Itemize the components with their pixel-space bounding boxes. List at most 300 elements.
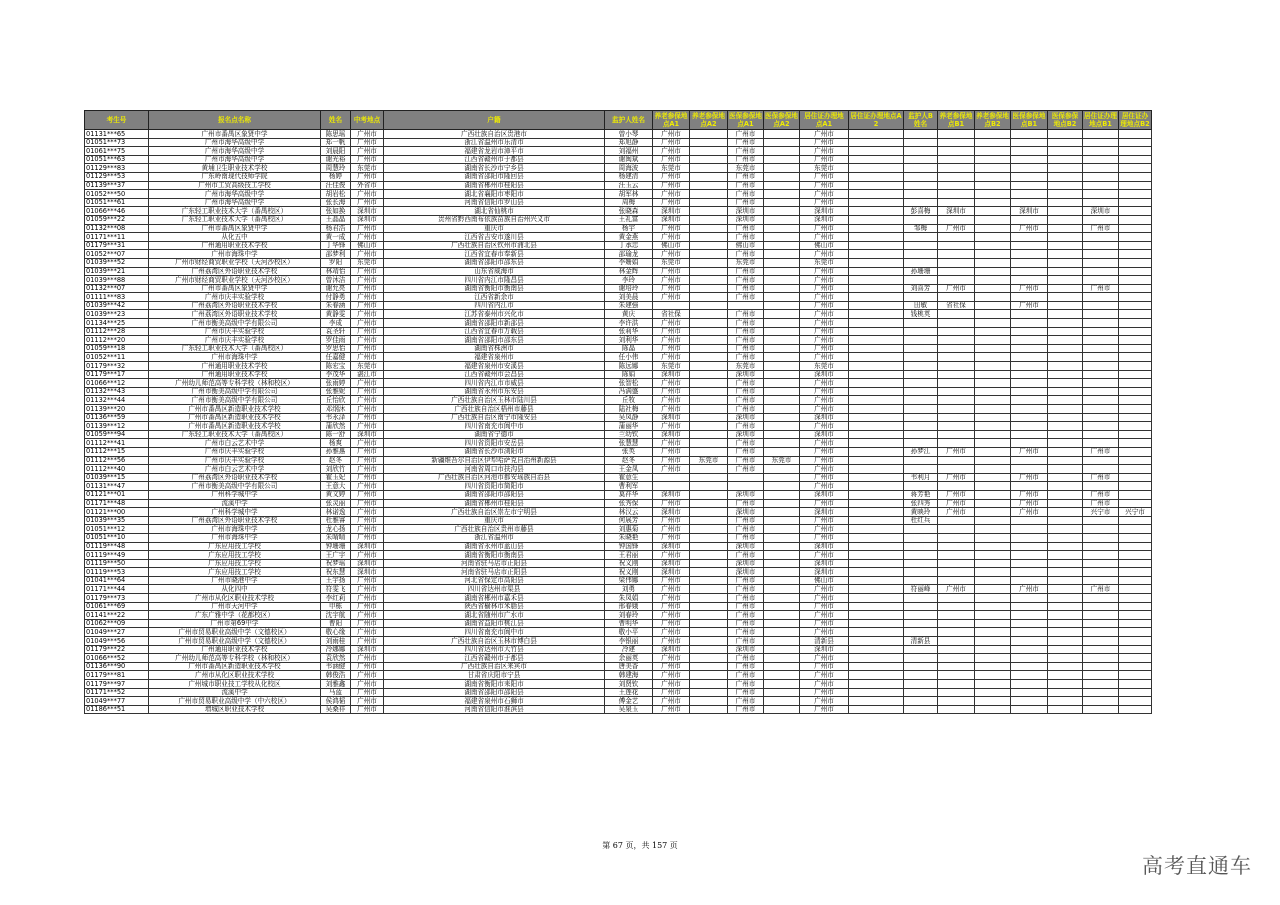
table-cell bbox=[1011, 697, 1048, 706]
table-cell: 湖南省益阳市桃江县 bbox=[384, 619, 605, 628]
table-cell: 广西壮族自治区崇左市宁明县 bbox=[384, 508, 605, 517]
table-cell: 湖南省邵阳市邵阳县 bbox=[384, 490, 605, 499]
table-cell bbox=[1119, 637, 1152, 646]
table-cell: 东莞市 bbox=[653, 164, 690, 173]
table-cell bbox=[1119, 190, 1152, 199]
table-cell: 丁华锋 bbox=[321, 241, 351, 250]
table-cell: 广州市 bbox=[800, 628, 849, 637]
table-cell: 新疆维吾尔自治区伊犁哈萨克自治州新源县 bbox=[384, 456, 605, 465]
table-cell bbox=[904, 293, 938, 302]
table-cell bbox=[764, 172, 800, 181]
table-cell: 韦永泽 bbox=[321, 413, 351, 422]
table-cell: 广州市 bbox=[728, 155, 764, 164]
table-cell: 广州市 bbox=[938, 473, 975, 482]
table-cell: 张灵丽 bbox=[321, 499, 351, 508]
table-cell: 江西省赣州市于都县 bbox=[384, 155, 605, 164]
table-cell bbox=[1083, 147, 1119, 156]
table-cell: 广州市 bbox=[653, 387, 690, 396]
table-cell: 广州市 bbox=[653, 319, 690, 328]
table-cell: 01134***25 bbox=[85, 319, 149, 328]
table-cell bbox=[849, 319, 904, 328]
table-cell bbox=[975, 602, 1011, 611]
table-row bbox=[85, 379, 1152, 388]
table-cell: 曾小琴 bbox=[605, 130, 653, 139]
table-cell: 广州市 bbox=[653, 147, 690, 156]
table-cell bbox=[690, 628, 728, 637]
table-cell: 广州市 bbox=[351, 138, 384, 147]
table-cell bbox=[849, 465, 904, 474]
table-cell bbox=[764, 207, 800, 216]
table-cell bbox=[1119, 284, 1152, 293]
table-cell bbox=[904, 250, 938, 259]
table-cell: 四川省内江市 bbox=[384, 301, 605, 310]
table-cell bbox=[1083, 688, 1119, 697]
table-cell: 广州市 bbox=[728, 637, 764, 646]
table-cell bbox=[764, 344, 800, 353]
table-cell bbox=[1048, 662, 1083, 671]
table-cell bbox=[849, 611, 904, 620]
table-cell bbox=[904, 172, 938, 181]
table-cell: 广州市 bbox=[1083, 585, 1119, 594]
table-cell: 广州市 bbox=[728, 662, 764, 671]
table-cell: 广州市 bbox=[728, 310, 764, 319]
table-cell bbox=[1048, 215, 1083, 224]
table-cell bbox=[1083, 705, 1119, 714]
table-cell bbox=[938, 465, 975, 474]
table-cell: 曹利军 bbox=[605, 482, 653, 491]
table-cell bbox=[938, 267, 975, 276]
table-cell bbox=[690, 465, 728, 474]
table-cell bbox=[904, 654, 938, 663]
table-cell: 01062***09 bbox=[85, 619, 149, 628]
table-cell: 广州市 bbox=[653, 619, 690, 628]
table-cell: 广州市 bbox=[351, 671, 384, 680]
table-cell: 广州科学城中学 bbox=[149, 508, 321, 517]
table-cell: 广州市 bbox=[728, 439, 764, 448]
column-header: 养老参保地点A2 bbox=[690, 111, 728, 130]
table-row bbox=[85, 181, 1152, 190]
table-cell bbox=[1083, 645, 1119, 654]
column-header: 居住证办理地点B2 bbox=[1120, 112, 1150, 128]
table-cell: 江西省赣州市于都县 bbox=[384, 654, 605, 663]
table-cell: 陈宏宝 bbox=[321, 362, 351, 371]
table-cell: 广州市 bbox=[351, 284, 384, 293]
table-cell: 广州市 bbox=[728, 456, 764, 465]
table-cell: 东莞市 bbox=[800, 164, 849, 173]
table-cell: 湖南省邵阳市隆回县 bbox=[384, 172, 605, 181]
table-cell bbox=[690, 568, 728, 577]
table-cell: 刘雅鑫 bbox=[321, 680, 351, 689]
table-cell bbox=[1083, 602, 1119, 611]
table-cell bbox=[975, 181, 1011, 190]
table-cell bbox=[975, 310, 1011, 319]
table-cell: 广州市 bbox=[351, 413, 384, 422]
table-cell: 丘牧 bbox=[605, 396, 653, 405]
table-cell: 广州市 bbox=[800, 619, 849, 628]
table-cell bbox=[764, 430, 800, 439]
table-cell: 广州市 bbox=[938, 284, 975, 293]
table-cell: 广州市 bbox=[351, 301, 384, 310]
table-cell: 邵瑜龙 bbox=[605, 250, 653, 259]
table-cell bbox=[1119, 138, 1152, 147]
table-cell: 广州市 bbox=[351, 525, 384, 534]
table-cell: 广州市 bbox=[1083, 447, 1119, 456]
table-cell: 广州市 bbox=[938, 499, 975, 508]
table-cell: 广州市 bbox=[351, 637, 384, 646]
table-cell bbox=[904, 164, 938, 173]
table-cell bbox=[1048, 705, 1083, 714]
table-body bbox=[85, 130, 1152, 714]
table-cell bbox=[764, 439, 800, 448]
table-cell: 刘春玲 bbox=[605, 611, 653, 620]
table-cell: 广州市衡美高级中学有限公司 bbox=[149, 396, 321, 405]
table-cell bbox=[764, 619, 800, 628]
table-cell: 广州幼儿师范高等专科学校（林和校区） bbox=[149, 654, 321, 663]
table-cell bbox=[975, 405, 1011, 414]
table-cell: 湖南省衡阳市衡南县 bbox=[384, 284, 605, 293]
table-cell bbox=[1011, 551, 1048, 560]
table-cell bbox=[1119, 499, 1152, 508]
table-cell bbox=[764, 508, 800, 517]
table-cell bbox=[904, 576, 938, 585]
table-cell bbox=[1119, 215, 1152, 224]
table-cell bbox=[1048, 456, 1083, 465]
table-cell bbox=[1048, 654, 1083, 663]
table-cell bbox=[690, 319, 728, 328]
table-cell: 张智松 bbox=[605, 379, 653, 388]
table-cell: 广东岭南现代技师学院 bbox=[149, 172, 321, 181]
table-cell bbox=[1119, 594, 1152, 603]
table-cell bbox=[764, 705, 800, 714]
table-cell bbox=[849, 267, 904, 276]
table-cell: 省社保 bbox=[938, 301, 975, 310]
table-cell: 广州市 bbox=[1083, 224, 1119, 233]
table-cell bbox=[690, 310, 728, 319]
table-cell: 深圳市 bbox=[800, 559, 849, 568]
table-cell bbox=[1011, 310, 1048, 319]
table-cell bbox=[849, 697, 904, 706]
table-cell bbox=[849, 207, 904, 216]
table-cell: 广州市 bbox=[351, 688, 384, 697]
table-cell: 广西壮族自治区玉林市博白县 bbox=[384, 637, 605, 646]
table-cell: 01171***11 bbox=[85, 233, 149, 242]
table-cell bbox=[1119, 456, 1152, 465]
table-cell bbox=[764, 637, 800, 646]
table-cell: 外省市 bbox=[351, 181, 384, 190]
column-header: 医保参保地点B1 bbox=[1011, 111, 1048, 130]
table-cell: 广州市 bbox=[728, 611, 764, 620]
admissions-table bbox=[84, 110, 1152, 714]
table-cell bbox=[764, 568, 800, 577]
table-cell bbox=[938, 190, 975, 199]
table-cell: 01039***88 bbox=[85, 276, 149, 285]
table-cell bbox=[849, 525, 904, 534]
table-cell: 广州市 bbox=[351, 447, 384, 456]
table-cell: 广州市 bbox=[728, 379, 764, 388]
table-cell bbox=[1119, 344, 1152, 353]
table-cell bbox=[849, 568, 904, 577]
table-cell: 张如换 bbox=[321, 207, 351, 216]
table-cell bbox=[1083, 559, 1119, 568]
table-cell bbox=[1048, 619, 1083, 628]
table-cell: 广州市 bbox=[800, 147, 849, 156]
table-cell bbox=[1011, 430, 1048, 439]
table-cell bbox=[849, 336, 904, 345]
table-cell bbox=[690, 637, 728, 646]
column-header: 养老参保地点B2 bbox=[976, 112, 1009, 128]
table-cell bbox=[1048, 422, 1083, 431]
table-cell: 侯鸿韬 bbox=[321, 697, 351, 706]
table-cell bbox=[938, 379, 975, 388]
table-cell: 张长海 bbox=[321, 198, 351, 207]
table-cell bbox=[1011, 233, 1048, 242]
table-cell: 广州市 bbox=[653, 198, 690, 207]
table-cell bbox=[1048, 637, 1083, 646]
table-row bbox=[85, 250, 1152, 259]
table-cell: 深圳市 bbox=[800, 542, 849, 551]
table-cell bbox=[1083, 576, 1119, 585]
table-cell bbox=[1083, 215, 1119, 224]
table-cell: 深圳市 bbox=[653, 559, 690, 568]
table-cell bbox=[690, 697, 728, 706]
table-cell: 杜红兵 bbox=[904, 516, 938, 525]
table-cell: 佛山市 bbox=[800, 576, 849, 585]
table-cell bbox=[1119, 619, 1152, 628]
table-cell bbox=[1048, 336, 1083, 345]
table-cell bbox=[1048, 585, 1083, 594]
table-cell bbox=[1083, 344, 1119, 353]
table-cell bbox=[1083, 430, 1119, 439]
table-cell bbox=[904, 705, 938, 714]
table-cell: 广州市 bbox=[800, 396, 849, 405]
table-cell bbox=[1119, 241, 1152, 250]
table-cell bbox=[975, 267, 1011, 276]
table-cell bbox=[764, 233, 800, 242]
table-row bbox=[85, 490, 1152, 499]
table-cell: 广州市 bbox=[653, 576, 690, 585]
table-cell: 谢光裕 bbox=[321, 155, 351, 164]
table-cell: 广州市番禺区象贤中学 bbox=[149, 130, 321, 139]
table-cell: 王晶晶 bbox=[321, 215, 351, 224]
table-cell: 01066***12 bbox=[85, 379, 149, 388]
table-cell bbox=[904, 241, 938, 250]
table-cell bbox=[1083, 362, 1119, 371]
column-header: 报名点名称 bbox=[149, 111, 321, 130]
table-cell: 广州市 bbox=[351, 456, 384, 465]
table-cell: 刘贤钦 bbox=[605, 680, 653, 689]
table-cell bbox=[1048, 181, 1083, 190]
table-cell: 广州市 bbox=[653, 422, 690, 431]
table-cell bbox=[690, 413, 728, 422]
table-cell bbox=[938, 542, 975, 551]
table-cell bbox=[690, 293, 728, 302]
table-cell: 湖南省长沙市浏阳市 bbox=[384, 447, 605, 456]
table-cell bbox=[938, 576, 975, 585]
table-cell: 广州市 bbox=[1011, 585, 1048, 594]
table-cell bbox=[904, 430, 938, 439]
table-cell: 01061***69 bbox=[85, 602, 149, 611]
table-cell bbox=[690, 525, 728, 534]
table-cell bbox=[1083, 172, 1119, 181]
table-cell bbox=[690, 602, 728, 611]
table-cell: 01052***11 bbox=[85, 353, 149, 362]
table-cell bbox=[1011, 198, 1048, 207]
table-cell: 广州市 bbox=[1011, 284, 1048, 293]
table-cell: 江西省新余市 bbox=[384, 293, 605, 302]
table-cell: 黄埔卫生职业技术学校 bbox=[149, 164, 321, 173]
table-row bbox=[85, 396, 1152, 405]
table-cell bbox=[1011, 379, 1048, 388]
table-cell bbox=[904, 147, 938, 156]
table-cell bbox=[938, 654, 975, 663]
table-cell: 朱晓艳 bbox=[605, 533, 653, 542]
table-cell: 重庆市 bbox=[384, 224, 605, 233]
table-cell bbox=[1083, 482, 1119, 491]
table-cell bbox=[938, 319, 975, 328]
table-cell bbox=[975, 215, 1011, 224]
table-cell: 深圳市 bbox=[800, 215, 849, 224]
table-cell bbox=[1119, 327, 1152, 336]
table-cell bbox=[1119, 405, 1152, 414]
table-cell: 广州市第69中学 bbox=[149, 619, 321, 628]
table-cell: 广州市 bbox=[800, 172, 849, 181]
table-cell: 广州市衡美高级中学有限公司 bbox=[149, 387, 321, 396]
table-cell bbox=[904, 542, 938, 551]
table-cell: 深圳市 bbox=[728, 508, 764, 517]
table-cell bbox=[1048, 645, 1083, 654]
table-cell: 深圳市 bbox=[800, 568, 849, 577]
table-cell bbox=[1119, 542, 1152, 551]
table-cell: 广州市 bbox=[653, 465, 690, 474]
table-cell bbox=[849, 594, 904, 603]
table-cell bbox=[1048, 276, 1083, 285]
table-cell bbox=[690, 138, 728, 147]
table-cell: 深圳市 bbox=[1083, 207, 1119, 216]
table-cell bbox=[1011, 344, 1048, 353]
table-cell: 广州市 bbox=[728, 344, 764, 353]
table-row bbox=[85, 465, 1152, 474]
table-cell bbox=[690, 439, 728, 448]
table-cell bbox=[690, 215, 728, 224]
table-cell bbox=[975, 250, 1011, 259]
table-cell bbox=[690, 619, 728, 628]
table-cell bbox=[1048, 387, 1083, 396]
table-cell bbox=[938, 482, 975, 491]
table-cell: 广州市从化区职业技术学校 bbox=[149, 594, 321, 603]
table-row bbox=[85, 516, 1152, 525]
table-cell bbox=[1011, 688, 1048, 697]
table-cell: 田敏 bbox=[904, 301, 938, 310]
table-cell bbox=[764, 353, 800, 362]
table-cell: 江西省吉安市遂川县 bbox=[384, 233, 605, 242]
table-cell: 深圳市 bbox=[728, 430, 764, 439]
table-cell: 广州市 bbox=[1011, 224, 1048, 233]
table-cell: 广州市 bbox=[800, 284, 849, 293]
table-cell: 祝义刚 bbox=[605, 568, 653, 577]
table-cell bbox=[938, 645, 975, 654]
table-cell: 胡岩松 bbox=[321, 190, 351, 199]
table-cell: 林靖怡 bbox=[321, 267, 351, 276]
table-cell bbox=[1048, 508, 1083, 517]
table-cell: 01129***83 bbox=[85, 164, 149, 173]
table-cell bbox=[1083, 551, 1119, 560]
table-cell bbox=[904, 370, 938, 379]
table-cell: 邓纲沐 bbox=[321, 405, 351, 414]
table-cell bbox=[1119, 585, 1152, 594]
table-cell bbox=[764, 190, 800, 199]
table-cell bbox=[764, 576, 800, 585]
table-cell bbox=[975, 130, 1011, 139]
table-cell bbox=[764, 336, 800, 345]
table-cell: 广州市 bbox=[800, 585, 849, 594]
table-cell: 广州市 bbox=[800, 594, 849, 603]
table-cell bbox=[1083, 439, 1119, 448]
table-row bbox=[85, 533, 1152, 542]
column-header: 监护人B姓名 bbox=[904, 111, 938, 130]
table-cell bbox=[904, 688, 938, 697]
table-cell: 广州市 bbox=[351, 619, 384, 628]
table-cell bbox=[1048, 138, 1083, 147]
table-row bbox=[85, 155, 1152, 164]
table-cell: 广州市 bbox=[351, 396, 384, 405]
table-row bbox=[85, 353, 1152, 362]
table-cell: 广州市 bbox=[653, 611, 690, 620]
table-cell bbox=[1119, 172, 1152, 181]
table-cell: 龙心扬 bbox=[321, 525, 351, 534]
table-cell: 广州市 bbox=[728, 327, 764, 336]
table-cell bbox=[975, 155, 1011, 164]
table-cell bbox=[764, 542, 800, 551]
table-cell bbox=[764, 602, 800, 611]
table-cell bbox=[938, 422, 975, 431]
table-cell bbox=[690, 379, 728, 388]
table-cell bbox=[849, 422, 904, 431]
table-cell: 四川省内江市市威县 bbox=[384, 379, 605, 388]
table-cell: 周慧玲 bbox=[321, 164, 351, 173]
table-cell: 福建省泉州市安溪县 bbox=[384, 362, 605, 371]
table-cell bbox=[938, 439, 975, 448]
table-cell bbox=[975, 611, 1011, 620]
table-cell bbox=[1083, 370, 1119, 379]
table-cell: 01112***56 bbox=[85, 456, 149, 465]
table-cell bbox=[690, 241, 728, 250]
table-cell: 深圳市 bbox=[800, 207, 849, 216]
table-cell bbox=[1083, 336, 1119, 345]
table-cell: 东莞市 bbox=[728, 362, 764, 371]
table-cell bbox=[1048, 594, 1083, 603]
table-cell bbox=[690, 250, 728, 259]
table-row bbox=[85, 499, 1152, 508]
table-cell bbox=[904, 258, 938, 267]
table-cell bbox=[938, 327, 975, 336]
table-cell bbox=[1011, 250, 1048, 259]
table-cell: 广州市 bbox=[653, 353, 690, 362]
table-cell bbox=[1048, 688, 1083, 697]
table-cell: 广州市 bbox=[800, 456, 849, 465]
table-cell bbox=[975, 439, 1011, 448]
table-cell: 广州市贸易职业高级中学（中六校区） bbox=[149, 697, 321, 706]
table-cell: 01112***41 bbox=[85, 439, 149, 448]
table-cell bbox=[690, 190, 728, 199]
table-cell: 01139***12 bbox=[85, 422, 149, 431]
table-cell: 吴桑祥 bbox=[321, 705, 351, 714]
table-cell: 广州市 bbox=[728, 353, 764, 362]
table-cell: 广州市 bbox=[653, 276, 690, 285]
table-cell bbox=[1011, 542, 1048, 551]
table-cell bbox=[1083, 654, 1119, 663]
table-cell: 敬心缘 bbox=[321, 628, 351, 637]
table-cell: 四川省资阳市安岳县 bbox=[384, 439, 605, 448]
